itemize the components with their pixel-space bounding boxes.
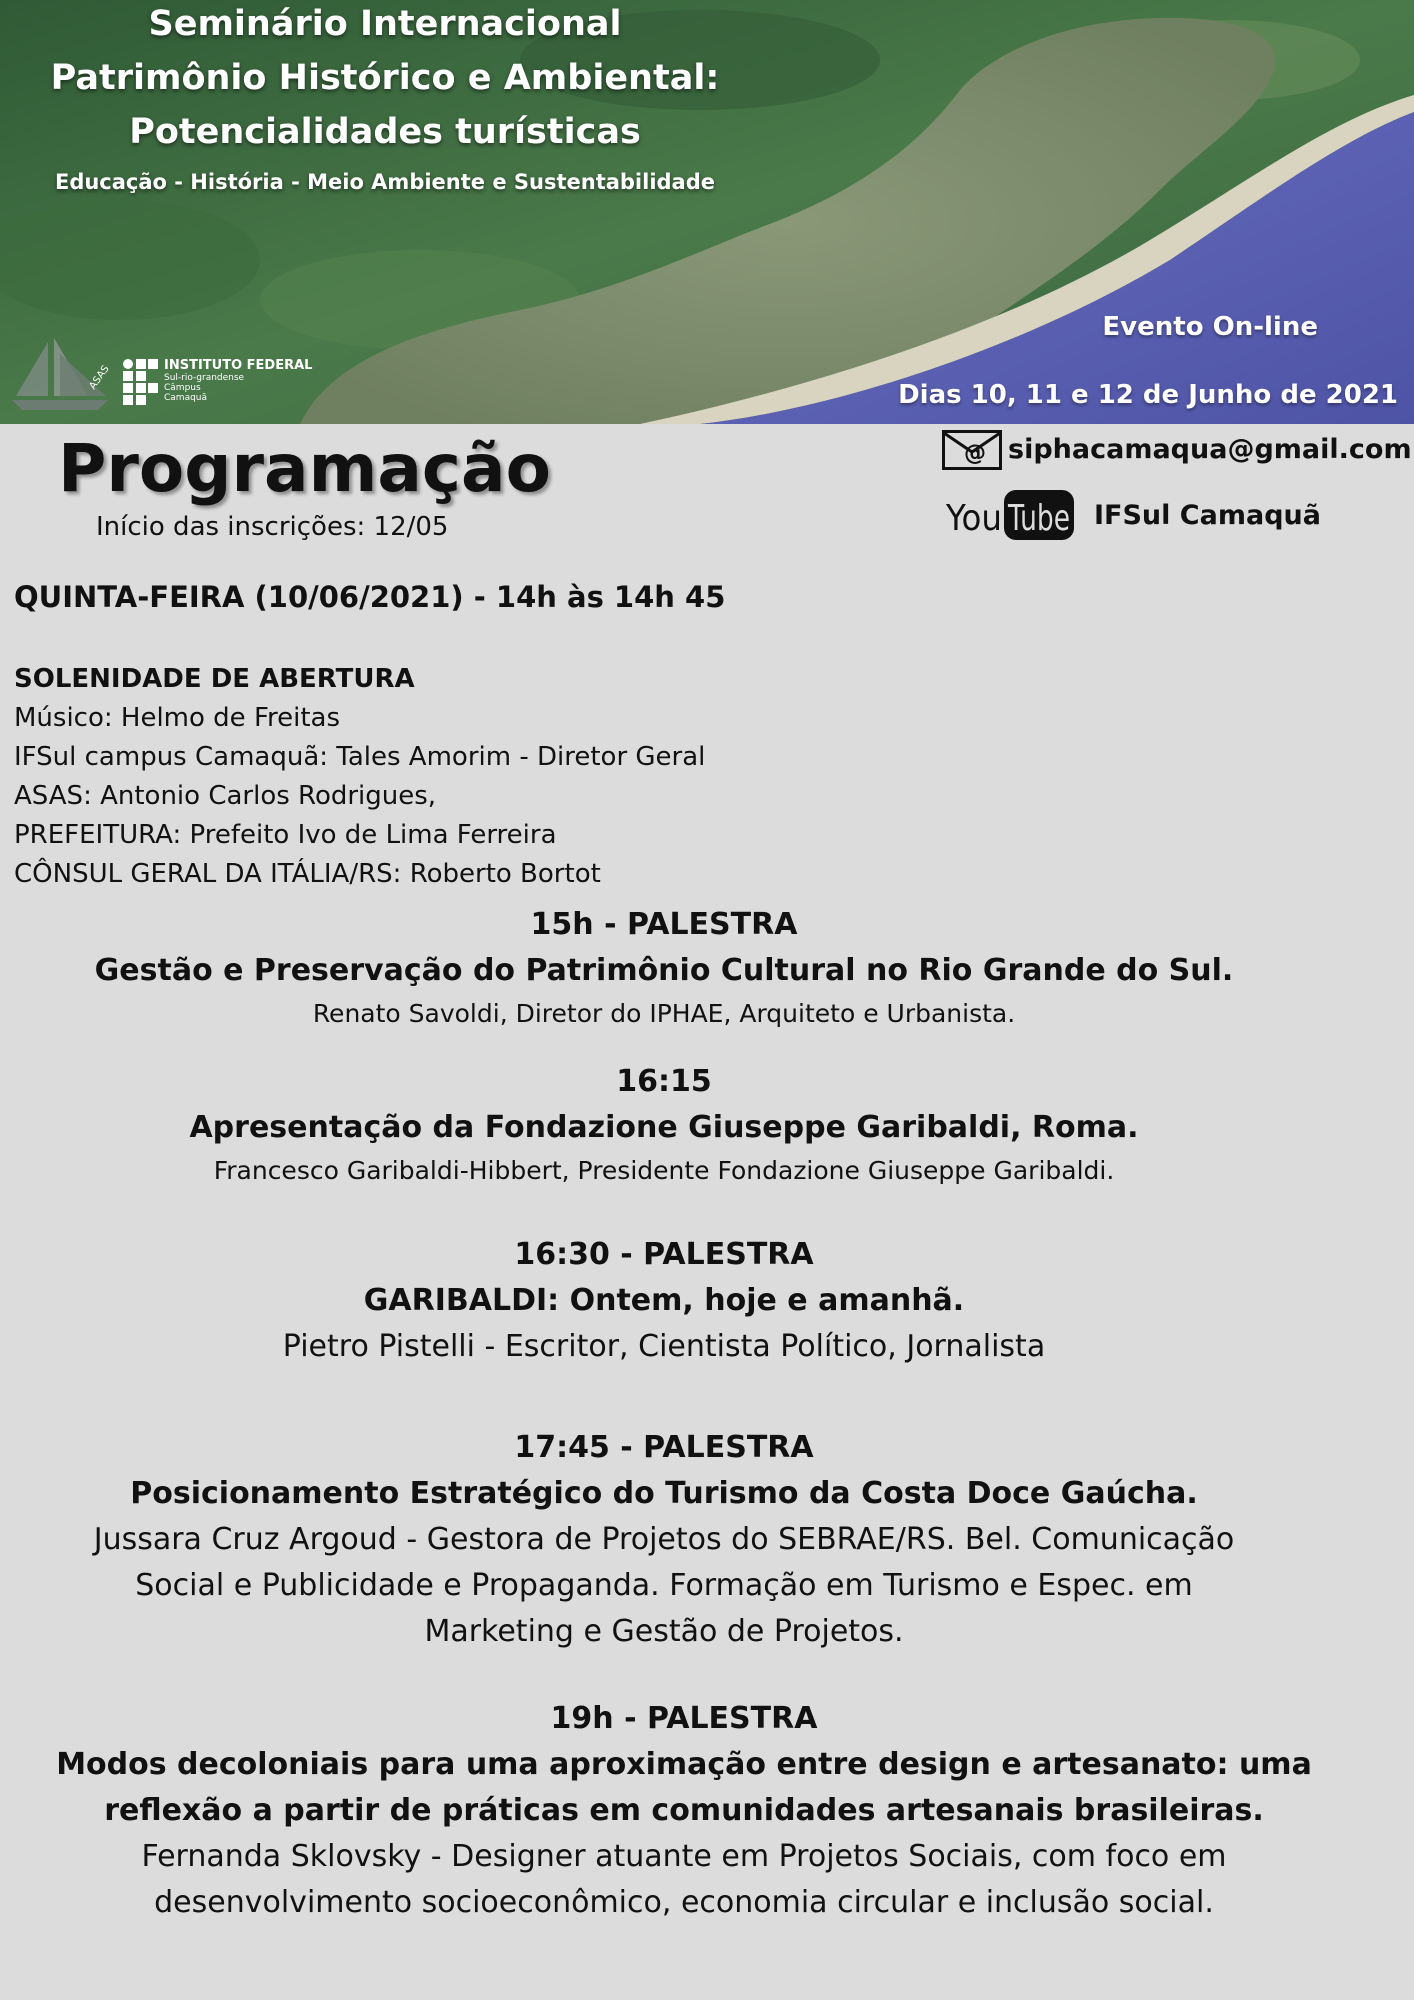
talk-speaker: Marketing e Gestão de Projetos. [424,1614,904,1649]
talk-15h [0,902,1328,1034]
youtube-channel [946,488,1346,544]
talk-time: 19h - PALESTRA [550,1701,818,1736]
envelope-icon [942,430,1002,470]
talk-1745 [0,1425,1328,1655]
at-symbol: @ [964,441,986,466]
if-line-2: Sul-rio-grandense [164,373,245,383]
instituto-federal-logo [122,358,322,412]
opening-title: SOLENIDADE DE ABERTURA [14,664,415,694]
if-name: INSTITUTO FEDERAL [164,358,313,373]
instituto-federal-grid-icon [122,358,158,406]
talk-1630 [0,1232,1328,1370]
opening-line: IFSul campus Camaquã: Tales Amorim - Diretor Geral [14,742,706,772]
email-address[interactable]: siphacamaqua@gmail.com [1008,434,1412,465]
youtube-logo-you: You [945,498,1002,539]
youtube-logo-icon [946,488,1076,542]
talk-title: Apresentação da Fondazione Giuseppe Garibaldi, Roma. [189,1110,1139,1145]
talk-time: 16:15 [616,1064,712,1099]
talk-title: reflexão a partir de práticas em comunidades artesanais brasileiras. [104,1793,1264,1828]
partner-logos [8,334,313,414]
talk-speaker: Francesco Garibaldi-Hibbert, Presidente Fondazione Giuseppe Garibaldi. [213,1156,1115,1185]
opening-line: ASAS: Antonio Carlos Rodrigues, [14,781,437,811]
talk-title: Posicionamento Estratégico do Turismo da Costa Doce Gaúcha. [130,1476,1198,1511]
event-type-label: Evento On-line [1102,312,1318,342]
talk-speaker: Jussara Cruz Argoud - Gestora de Projetos do SEBRAE/RS. Bel. Comunicação [93,1522,1235,1557]
talk-speaker: Pietro Pistelli - Escritor, Cientista Político, Jornalista [282,1329,1046,1364]
opening-line: PREFEITURA: Prefeito Ivo de Lima Ferreira [14,820,557,850]
contact-email [942,430,1412,472]
talk-title: Modos decoloniais para uma aproximação entre design e artesanato: uma [56,1747,1312,1782]
talk-title: GARIBALDI: Ontem, hoje e amanhã. [363,1283,965,1318]
program-title: Programação [58,430,551,507]
talk-time: 17:45 - PALESTRA [514,1430,814,1465]
if-line-3: Câmpus [164,383,201,393]
talk-speaker: Renato Savoldi, Diretor do IPHAE, Arquiteto e Urbanista. [312,999,1016,1028]
seminar-subtitle: Educação - História - Meio Ambiente e Sustentabilidade [54,170,716,194]
header-banner [0,0,1414,424]
talk-speaker: desenvolvimento socioeconômico, economia circular e inclusão social. [154,1885,1214,1920]
opening-line: Músico: Helmo de Freitas [14,703,341,733]
talk-1615 [0,1059,1328,1191]
talk-speaker: Fernanda Sklovsky - Designer atuante em Projetos Sociais, com foco em [141,1839,1227,1874]
if-line-4: Camaquã [164,393,208,403]
event-dates: Dias 10, 11 e 12 de Junho de 2021 [898,380,1398,410]
instituto-federal-text [164,358,312,403]
registration-start: Início das inscrições: 12/05 [96,512,449,542]
talk-time: 15h - PALESTRA [530,907,798,942]
talk-19h [20,1696,1348,1926]
day-heading: QUINTA-FEIRA (10/06/2021) - 14h às 14h 45 [14,580,726,614]
seminar-title-line-3: Potencialidades turísticas [129,112,641,152]
talk-speaker: Social e Publicidade e Propaganda. Formação em Turismo e Espec. em [135,1568,1193,1603]
asas-sailboat-logo [8,334,112,412]
talk-title: Gestão e Preservação do Patrimônio Cultural no Rio Grande do Sul. [94,953,1234,988]
opening-line: CÔNSUL GERAL DA ITÁLIA/RS: Roberto Bortot [14,859,601,889]
youtube-logo-tube: Tube [1007,498,1070,539]
asas-logo-text: ASAS [87,363,112,392]
opening-ceremony [14,660,914,894]
talk-time: 16:30 - PALESTRA [514,1237,814,1272]
seminar-title-line-2: Patrimônio Histórico e Ambiental: [50,58,720,98]
youtube-channel-name[interactable]: IFSul Camaquã [1094,500,1321,531]
seminar-title-line-1: Seminário Internacional [148,4,622,44]
